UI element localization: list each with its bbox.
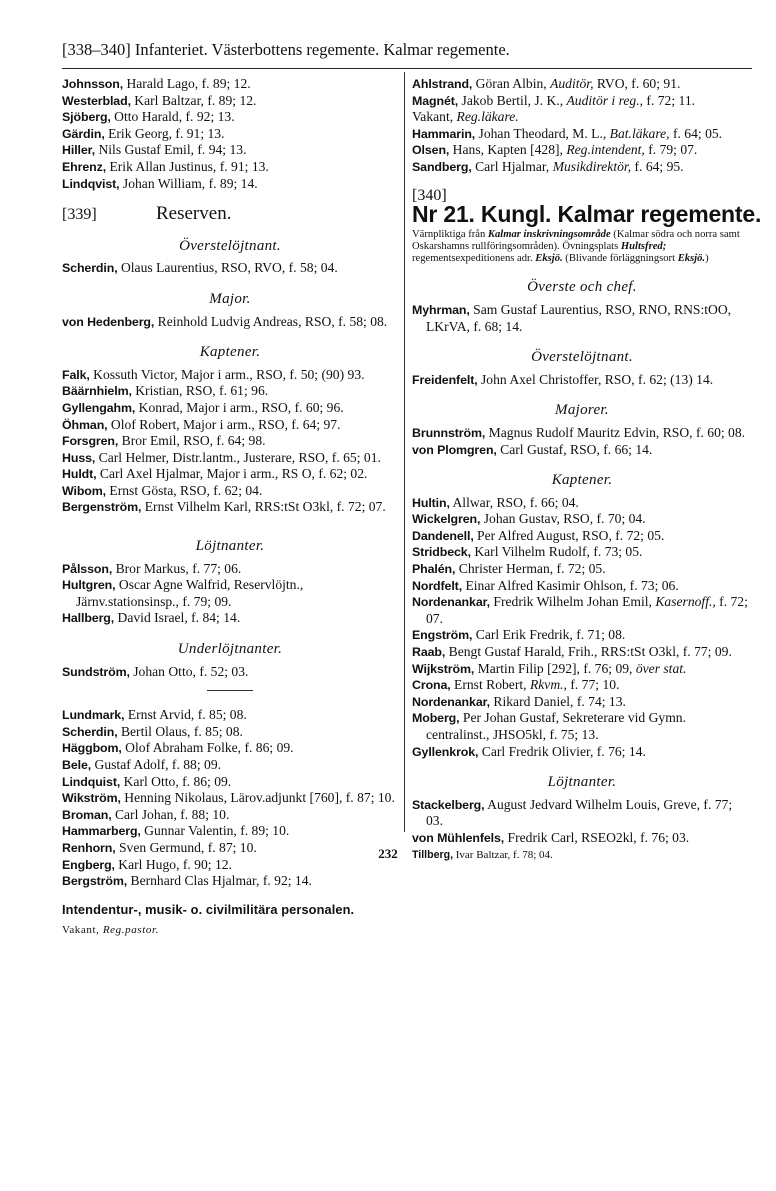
page-number: 232 — [378, 846, 398, 861]
entry-list — [62, 664, 398, 681]
entry-list — [62, 707, 398, 890]
list-item: Nordfelt, Einar Alfred Kasimir Ohlson, f. 73; 06. — [412, 577, 679, 593]
list-item: Scherdin, Olaus Laurentius, RSO, RVO, f. 58; 04. — [62, 260, 338, 276]
list-item: Crona, Ernst Robert, Rkvm., f. 77; 10. — [412, 677, 620, 693]
list-item: Forsgren, Bror Emil, RSO, f. 64; 98. — [62, 433, 266, 449]
list-item: Hultin, Allwar, RSO, f. 66; 04. — [412, 494, 579, 510]
list-item: Nordenankar, Rikard Daniel, f. 74; 13. — [412, 693, 626, 709]
list-item: Lindquist, Karl Otto, f. 86; 09. — [62, 773, 232, 789]
list-item: Johnsson, Harald Lago, f. 89; 12. — [62, 76, 251, 91]
right-column — [412, 76, 762, 863]
list-item: Lundmark, Ernst Arvid, f. 85; 08. — [62, 707, 247, 723]
list-item: Scherdin, Bertil Olaus, f. 85; 08. — [62, 723, 243, 739]
list-item: Sjöberg, Otto Harald, f. 92; 13. — [62, 109, 235, 125]
list-item: Myhrman, Sam Gustaf Laurentius, RSO, RNO, RNS:tOO, LKrVA, f. 68; 14. — [412, 301, 732, 334]
list-item: Renhorn, Sven Germund, f. 87; 10. — [62, 839, 257, 855]
list-item: von Plomgren, Carl Gustaf, RSO, f. 66; 14. — [412, 441, 653, 457]
list-item: Stridbeck, Karl Vilhelm Rudolf, f. 73; 05. — [412, 544, 643, 560]
list-item: Bergström, Bernhard Clas Hjalmar, f. 92; 14. — [62, 873, 312, 889]
list-item: Häggbom, Olof Abraham Folke, f. 86; 09. — [62, 740, 294, 756]
list-item: Stackelberg, August Jedvard Wilhelm Louis, Greve, f. 77; 03. — [412, 796, 733, 829]
entry-list — [62, 260, 398, 277]
entry-list — [412, 797, 752, 847]
reserven-heading — [62, 203, 398, 225]
category-heading: Major. — [209, 290, 251, 307]
list-item: Ahlstrand, Göran Albin, Auditör, RVO, f. 60; 91. — [412, 76, 681, 91]
category-heading: Löjtnanter. — [195, 538, 265, 555]
entry-list — [412, 495, 752, 761]
staff-heading: Intendentur-, musik- o. civilmilitära personalen. — [62, 901, 355, 917]
category-heading: Löjtnanter. — [547, 774, 617, 791]
list-item: Broman, Carl Johan, f. 88; 10. — [62, 806, 230, 822]
list-item: Bäärnhielm, Kristian, RSO, f. 61; 96. — [62, 383, 269, 399]
list-item: Freidenfelt, John Axel Christoffer, RSO, f. 62; (13) 14. — [412, 371, 714, 387]
list-item: Vakant, Reg.läkare. — [412, 109, 519, 125]
list-item: von Mühlenfels, Fredrik Carl, RSEO2kl, f. 76; 03. — [412, 829, 690, 845]
regiment-title: Nr 21. Kungl. Kalmar regemente. — [412, 201, 762, 228]
list-item: Bergenström, Ernst Vilhelm Karl, RRS:tSt O3kl, f. 72; 07. — [62, 499, 386, 515]
list-item: Brunnström, Magnus Rudolf Mauritz Edvin, RSO, f. 60; 08. — [412, 424, 746, 440]
section-number: [339] — [62, 206, 97, 224]
list-item: Hiller, Nils Gustaf Emil, f. 94; 13. — [62, 142, 247, 158]
entry-list — [62, 314, 398, 331]
list-item: Westerblad, Karl Baltzar, f. 89; 12. — [62, 92, 257, 108]
list-item: Sundström, Johan Otto, f. 52; 03. — [62, 663, 249, 679]
list-item: Phalén, Christer Herman, f. 72; 05. — [412, 561, 606, 577]
list-item: Gyllenkrok, Carl Fredrik Olivier, f. 76; 14. — [412, 743, 646, 759]
staff-line: Vakant, Reg.pastor. — [62, 924, 159, 937]
regiment-note: Värnpliktiga från Kalmar inskrivningsområde (Kalmar södra och norra samt Oskarshamns rullföringsområden). Övningsplats Hultsfred; regementsexpeditionens adr. Eksjö. (Blivande förläggningsort Eksjö.) — [412, 228, 740, 265]
list-item: Moberg, Per Johan Gustaf, Sekreterare vid Gymn. centralinst., JHSO5kl, f. 75; 13. — [412, 710, 686, 743]
page-header: [338–340] Infanteriet. Västerbottens regemente. Kalmar regemente. — [62, 40, 510, 59]
list-item: Falk, Kossuth Victor, Major i arm., RSO, f. 50; (90) 93. — [62, 366, 365, 382]
list-item: Gyllengahm, Konrad, Major i arm., RSO, f. 60; 96. — [62, 399, 344, 415]
list-item: Huldt, Carl Axel Hjalmar, Major i arm., RS O, f. 62; 02. — [62, 466, 368, 482]
left-column — [62, 76, 398, 939]
list-item: Hammarberg, Gunnar Valentin, f. 89; 10. — [62, 823, 290, 839]
entry-list — [412, 372, 752, 389]
category-heading: Överste och chef. — [527, 279, 637, 296]
list-item: Nordenankar, Fredrik Wilhelm Johan Emil, Kasernoff., f. 72; 07. — [412, 594, 748, 626]
list-item: Hammarin, Johan Theodard, M. L., Bat.läkare, f. 64; 05. — [412, 125, 723, 141]
list-item: Wikström, Henning Nikolaus, Lärov.adjunkt [760], f. 87; 10. — [62, 790, 395, 806]
list-item: Sandberg, Carl Hjalmar, Musikdirektör, f. 64; 95. — [412, 158, 684, 174]
right-top-list — [412, 76, 752, 176]
category-heading: Kaptener. — [199, 344, 261, 361]
section-title: Reserven. — [156, 203, 232, 225]
section-divider — [207, 690, 253, 691]
category-heading: Överstelöjtnant. — [531, 349, 633, 366]
list-item: Wijkström, Martin Filip [292], f. 76; 09, över stat. — [412, 660, 687, 676]
entry-list — [62, 367, 398, 516]
list-item: Hultgren, Oscar Agne Walfrid, Reservlöjtn., Järnv.stationsinsp., f. 79; 09. — [62, 577, 304, 609]
list-item: Huss, Carl Helmer, Distr.lantm., Justerare, RSO, f. 65; 01. — [62, 449, 381, 465]
category-heading: Kaptener. — [551, 472, 613, 489]
last-entry: Tillberg, Ivar Baltzar, f. 78; 04. — [412, 848, 553, 861]
list-item: Engberg, Karl Hugo, f. 90; 12. — [62, 856, 232, 872]
list-item: von Hedenberg, Reinhold Ludvig Andreas, RSO, f. 58; 08. — [62, 313, 388, 329]
list-item: Olsen, Hans, Kapten [428], Reg.intendent, f. 79; 07. — [412, 142, 698, 158]
entry-list — [62, 561, 398, 627]
list-item: Wibom, Ernst Gösta, RSO, f. 62; 04. — [62, 482, 263, 498]
list-item: Wickelgren, Johan Gustav, RSO, f. 70; 04. — [412, 511, 646, 527]
list-item: Bele, Gustaf Adolf, f. 88; 09. — [62, 757, 222, 772]
entry-list — [412, 425, 752, 458]
category-heading: Underlöjtnanter. — [177, 641, 283, 658]
category-heading: Överstelöjtnant. — [179, 237, 281, 254]
list-item: Ehrenz, Erik Allan Justinus, f. 91; 13. — [62, 158, 269, 174]
list-item: Pålsson, Bror Markus, f. 77; 06. — [62, 560, 242, 576]
list-item: Magnét, Jakob Bertil, J. K., Auditör i reg., f. 72; 11. — [412, 92, 696, 108]
list-item: Engström, Carl Erik Fredrik, f. 71; 08. — [412, 627, 626, 643]
list-item: Raab, Bengt Gustaf Harald, Frih., RRS:tSt O3kl, f. 77; 09. — [412, 644, 732, 660]
list-item: Gärdin, Erik Georg, f. 91; 13. — [62, 125, 225, 141]
list-item: Lindqvist, Johan William, f. 89; 14. — [62, 175, 258, 191]
list-item: Dandenell, Per Alfred August, RSO, f. 72; 05. — [412, 527, 665, 543]
section-number: [340] — [412, 186, 447, 204]
category-heading: Majorer. — [555, 402, 609, 419]
entry-list — [412, 302, 752, 335]
list-item: Hallberg, David Israel, f. 84; 14. — [62, 610, 241, 626]
list-item: Öhman, Olof Robert, Major i arm., RSO, f. 64; 97. — [62, 416, 341, 432]
left-top-list — [62, 76, 398, 192]
header-rule — [62, 68, 752, 69]
column-divider — [404, 72, 405, 832]
